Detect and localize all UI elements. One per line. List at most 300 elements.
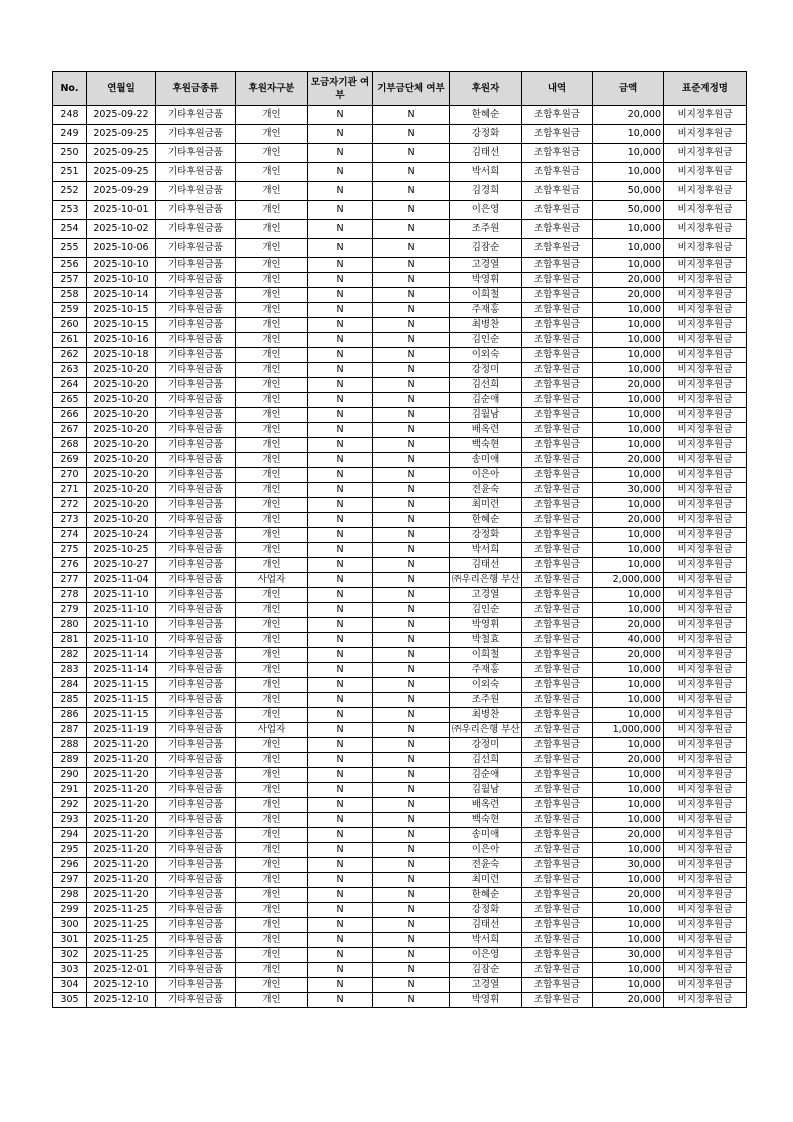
row-donation-org: N	[373, 144, 450, 163]
row-donation-org: N	[373, 873, 450, 888]
row-fundraising-org: N	[308, 483, 373, 498]
row-donation-org: N	[373, 498, 450, 513]
row-account-name: 비지정후원금	[664, 978, 747, 993]
row-description: 조합후원금	[522, 348, 593, 363]
row-description: 조합후원금	[522, 843, 593, 858]
row-no: 298	[53, 888, 87, 903]
row-account-name: 비지정후원금	[664, 588, 747, 603]
row-date: 2025-09-25	[87, 144, 156, 163]
row-donation-org: N	[373, 693, 450, 708]
row-donation-org: N	[373, 558, 450, 573]
row-description: 조합후원금	[522, 201, 593, 220]
row-donor: 박영휘	[450, 993, 522, 1008]
row-fundraising-org: N	[308, 693, 373, 708]
row-no: 273	[53, 513, 87, 528]
row-donor: 최병찬	[450, 708, 522, 723]
row-donation-type: 기타후원금품	[156, 498, 236, 513]
row-amount: 10,000	[593, 603, 664, 618]
row-no: 251	[53, 163, 87, 182]
row-description: 조합후원금	[522, 798, 593, 813]
row-date: 2025-11-25	[87, 948, 156, 963]
row-fundraising-org: N	[308, 468, 373, 483]
header-row	[53, 72, 747, 106]
row-account-name: 비지정후원금	[664, 888, 747, 903]
header-fundraising-org: 모금자기관 여부	[308, 72, 373, 106]
row-donation-type: 기타후원금품	[156, 663, 236, 678]
row-donor-category: 개인	[236, 408, 308, 423]
row-donor: 박영휘	[450, 273, 522, 288]
row-amount: 10,000	[593, 543, 664, 558]
row-amount: 10,000	[593, 738, 664, 753]
row-donation-org: N	[373, 220, 450, 239]
row-donation-org: N	[373, 408, 450, 423]
row-amount: 10,000	[593, 423, 664, 438]
table-row	[53, 903, 747, 918]
row-fundraising-org: N	[308, 543, 373, 558]
row-description: 조합후원금	[522, 888, 593, 903]
row-date: 2025-11-14	[87, 663, 156, 678]
table-row	[53, 873, 747, 888]
row-donation-org: N	[373, 423, 450, 438]
row-amount: 10,000	[593, 239, 664, 258]
row-date: 2025-11-20	[87, 873, 156, 888]
row-no: 279	[53, 603, 87, 618]
row-no: 303	[53, 963, 87, 978]
row-account-name: 비지정후원금	[664, 348, 747, 363]
donation-table	[52, 71, 747, 1008]
row-account-name: 비지정후원금	[664, 288, 747, 303]
row-account-name: 비지정후원금	[664, 258, 747, 273]
row-amount: 20,000	[593, 648, 664, 663]
row-amount: 20,000	[593, 888, 664, 903]
table-row	[53, 588, 747, 603]
table-row	[53, 182, 747, 201]
row-date: 2025-11-19	[87, 723, 156, 738]
row-donation-org: N	[373, 948, 450, 963]
row-amount: 10,000	[593, 558, 664, 573]
table-row	[53, 558, 747, 573]
row-donation-org: N	[373, 273, 450, 288]
row-donor-category: 개인	[236, 144, 308, 163]
row-donor: 강정화	[450, 903, 522, 918]
row-donation-org: N	[373, 182, 450, 201]
row-description: 조합후원금	[522, 144, 593, 163]
row-description: 조합후원금	[522, 903, 593, 918]
row-date: 2025-11-25	[87, 933, 156, 948]
row-account-name: 비지정후원금	[664, 182, 747, 201]
row-date: 2025-10-20	[87, 453, 156, 468]
row-donor-category: 개인	[236, 258, 308, 273]
table-row	[53, 239, 747, 258]
row-description: 조합후원금	[522, 588, 593, 603]
row-donor: ㈜우리은행 부산	[450, 573, 522, 588]
row-amount: 10,000	[593, 333, 664, 348]
row-date: 2025-10-10	[87, 258, 156, 273]
row-donor-category: 개인	[236, 453, 308, 468]
row-fundraising-org: N	[308, 333, 373, 348]
row-donation-org: N	[373, 588, 450, 603]
row-fundraising-org: N	[308, 678, 373, 693]
row-donation-type: 기타후원금품	[156, 678, 236, 693]
row-no: 283	[53, 663, 87, 678]
table-row	[53, 768, 747, 783]
row-donor-category: 개인	[236, 963, 308, 978]
row-account-name: 비지정후원금	[664, 393, 747, 408]
table-row	[53, 918, 747, 933]
table-row	[53, 798, 747, 813]
row-donor: 이희철	[450, 648, 522, 663]
row-donor: 김태선	[450, 918, 522, 933]
row-donor: 김인순	[450, 603, 522, 618]
row-date: 2025-10-20	[87, 513, 156, 528]
row-no: 292	[53, 798, 87, 813]
row-donor-category: 개인	[236, 873, 308, 888]
row-date: 2025-10-16	[87, 333, 156, 348]
row-date: 2025-10-15	[87, 303, 156, 318]
table-row	[53, 318, 747, 333]
row-account-name: 비지정후원금	[664, 513, 747, 528]
row-donor: 이은아	[450, 843, 522, 858]
table-row	[53, 393, 747, 408]
row-fundraising-org: N	[308, 978, 373, 993]
row-description: 조합후원금	[522, 618, 593, 633]
table-row	[53, 288, 747, 303]
row-date: 2025-10-20	[87, 438, 156, 453]
row-donation-type: 기타후원금품	[156, 888, 236, 903]
row-account-name: 비지정후원금	[664, 318, 747, 333]
table-row	[53, 106, 747, 125]
row-fundraising-org: N	[308, 723, 373, 738]
row-donor: 강정미	[450, 363, 522, 378]
row-fundraising-org: N	[308, 528, 373, 543]
row-no: 248	[53, 106, 87, 125]
row-description: 조합후원금	[522, 948, 593, 963]
row-donor-category: 사업자	[236, 723, 308, 738]
row-donation-org: N	[373, 648, 450, 663]
table-row	[53, 963, 747, 978]
row-date: 2025-11-15	[87, 693, 156, 708]
row-no: 249	[53, 125, 87, 144]
row-account-name: 비지정후원금	[664, 663, 747, 678]
row-description: 조합후원금	[522, 858, 593, 873]
row-donor-category: 개인	[236, 468, 308, 483]
row-fundraising-org: N	[308, 378, 373, 393]
row-donation-org: N	[373, 753, 450, 768]
row-date: 2025-11-10	[87, 633, 156, 648]
row-donation-type: 기타후원금품	[156, 588, 236, 603]
row-donation-type: 기타후원금품	[156, 182, 236, 201]
row-description: 조합후원금	[522, 678, 593, 693]
table-row	[53, 363, 747, 378]
row-donor-category: 개인	[236, 318, 308, 333]
row-no: 254	[53, 220, 87, 239]
row-donation-org: N	[373, 106, 450, 125]
row-description: 조합후원금	[522, 828, 593, 843]
row-donation-type: 기타후원금품	[156, 618, 236, 633]
row-date: 2025-09-25	[87, 163, 156, 182]
row-donor-category: 개인	[236, 182, 308, 201]
row-fundraising-org: N	[308, 273, 373, 288]
row-fundraising-org: N	[308, 201, 373, 220]
row-no: 264	[53, 378, 87, 393]
row-no: 268	[53, 438, 87, 453]
row-date: 2025-10-15	[87, 318, 156, 333]
row-fundraising-org: N	[308, 633, 373, 648]
row-amount: 10,000	[593, 588, 664, 603]
row-donor-category: 개인	[236, 813, 308, 828]
table-row	[53, 468, 747, 483]
row-donor: 김순애	[450, 768, 522, 783]
row-amount: 20,000	[593, 453, 664, 468]
table-row	[53, 438, 747, 453]
row-account-name: 비지정후원금	[664, 813, 747, 828]
table-row	[53, 144, 747, 163]
row-description: 조합후원금	[522, 723, 593, 738]
row-donor-category: 개인	[236, 828, 308, 843]
row-donation-type: 기타후원금품	[156, 948, 236, 963]
row-no: 301	[53, 933, 87, 948]
row-donor: 이외숙	[450, 348, 522, 363]
row-donor-category: 개인	[236, 348, 308, 363]
row-description: 조합후원금	[522, 273, 593, 288]
row-description: 조합후원금	[522, 558, 593, 573]
row-account-name: 비지정후원금	[664, 453, 747, 468]
row-account-name: 비지정후원금	[664, 723, 747, 738]
row-no: 259	[53, 303, 87, 318]
row-date: 2025-10-20	[87, 363, 156, 378]
row-donation-org: N	[373, 468, 450, 483]
row-fundraising-org: N	[308, 106, 373, 125]
row-account-name: 비지정후원금	[664, 873, 747, 888]
table-body	[53, 106, 747, 1008]
row-donor-category: 개인	[236, 239, 308, 258]
table-row	[53, 408, 747, 423]
row-amount: 20,000	[593, 828, 664, 843]
row-donation-type: 기타후원금품	[156, 993, 236, 1008]
table-row	[53, 453, 747, 468]
row-donation-org: N	[373, 618, 450, 633]
row-donation-org: N	[373, 888, 450, 903]
row-donation-org: N	[373, 723, 450, 738]
row-no: 290	[53, 768, 87, 783]
row-donor: 송미애	[450, 828, 522, 843]
row-fundraising-org: N	[308, 948, 373, 963]
row-no: 288	[53, 738, 87, 753]
row-no: 280	[53, 618, 87, 633]
row-description: 조합후원금	[522, 318, 593, 333]
row-account-name: 비지정후원금	[664, 768, 747, 783]
row-donation-type: 기타후원금품	[156, 468, 236, 483]
table-row	[53, 498, 747, 513]
row-donor: 전윤숙	[450, 483, 522, 498]
row-account-name: 비지정후원금	[664, 918, 747, 933]
row-account-name: 비지정후원금	[664, 303, 747, 318]
row-description: 조합후원금	[522, 182, 593, 201]
row-fundraising-org: N	[308, 258, 373, 273]
row-description: 조합후원금	[522, 498, 593, 513]
row-amount: 20,000	[593, 288, 664, 303]
table-row	[53, 513, 747, 528]
row-fundraising-org: N	[308, 144, 373, 163]
row-account-name: 비지정후원금	[664, 333, 747, 348]
row-donation-type: 기타후원금품	[156, 978, 236, 993]
row-fundraising-org: N	[308, 318, 373, 333]
row-description: 조합후원금	[522, 163, 593, 182]
row-donor-category: 개인	[236, 125, 308, 144]
row-no: 305	[53, 993, 87, 1008]
row-donor-category: 개인	[236, 106, 308, 125]
row-donor-category: 개인	[236, 483, 308, 498]
row-donation-type: 기타후원금품	[156, 798, 236, 813]
row-donation-org: N	[373, 828, 450, 843]
table-row	[53, 543, 747, 558]
row-donation-type: 기타후원금품	[156, 303, 236, 318]
table-row	[53, 813, 747, 828]
row-donor: 김태선	[450, 558, 522, 573]
row-amount: 10,000	[593, 798, 664, 813]
row-donation-org: N	[373, 798, 450, 813]
row-no: 265	[53, 393, 87, 408]
row-donor: 박서희	[450, 543, 522, 558]
row-donor-category: 개인	[236, 663, 308, 678]
row-account-name: 비지정후원금	[664, 798, 747, 813]
row-description: 조합후원금	[522, 453, 593, 468]
row-amount: 30,000	[593, 948, 664, 963]
row-date: 2025-10-25	[87, 543, 156, 558]
row-fundraising-org: N	[308, 858, 373, 873]
row-description: 조합후원금	[522, 125, 593, 144]
row-donation-org: N	[373, 543, 450, 558]
row-donation-org: N	[373, 963, 450, 978]
row-donor: 김순애	[450, 393, 522, 408]
row-description: 조합후원금	[522, 303, 593, 318]
row-description: 조합후원금	[522, 333, 593, 348]
row-date: 2025-11-04	[87, 573, 156, 588]
row-no: 253	[53, 201, 87, 220]
row-description: 조합후원금	[522, 783, 593, 798]
row-date: 2025-09-29	[87, 182, 156, 201]
row-no: 289	[53, 753, 87, 768]
row-donor-category: 개인	[236, 363, 308, 378]
row-fundraising-org: N	[308, 903, 373, 918]
row-donation-type: 기타후원금품	[156, 333, 236, 348]
row-donation-org: N	[373, 483, 450, 498]
row-donor: 백숙현	[450, 438, 522, 453]
header-amount: 금액	[593, 72, 664, 106]
row-donor-category: 개인	[236, 588, 308, 603]
row-date: 2025-10-20	[87, 408, 156, 423]
row-account-name: 비지정후원금	[664, 125, 747, 144]
row-amount: 10,000	[593, 693, 664, 708]
row-donor: 주재홍	[450, 663, 522, 678]
row-donation-org: N	[373, 663, 450, 678]
row-description: 조합후원금	[522, 378, 593, 393]
row-description: 조합후원금	[522, 753, 593, 768]
row-date: 2025-11-20	[87, 798, 156, 813]
row-fundraising-org: N	[308, 498, 373, 513]
row-no: 294	[53, 828, 87, 843]
row-no: 250	[53, 144, 87, 163]
header-donor: 후원자	[450, 72, 522, 106]
row-amount: 10,000	[593, 348, 664, 363]
row-donation-type: 기타후원금품	[156, 201, 236, 220]
row-no: 261	[53, 333, 87, 348]
row-no: 296	[53, 858, 87, 873]
row-description: 조합후원금	[522, 483, 593, 498]
row-amount: 30,000	[593, 483, 664, 498]
row-donor: 고경열	[450, 588, 522, 603]
row-account-name: 비지정후원금	[664, 843, 747, 858]
row-account-name: 비지정후원금	[664, 738, 747, 753]
row-donor-category: 개인	[236, 678, 308, 693]
row-donor: 김태선	[450, 144, 522, 163]
row-account-name: 비지정후원금	[664, 423, 747, 438]
row-description: 조합후원금	[522, 633, 593, 648]
table-row	[53, 678, 747, 693]
row-no: 275	[53, 543, 87, 558]
row-account-name: 비지정후원금	[664, 273, 747, 288]
row-amount: 10,000	[593, 918, 664, 933]
row-donor-category: 사업자	[236, 573, 308, 588]
row-donor-category: 개인	[236, 798, 308, 813]
row-donor: 박철효	[450, 633, 522, 648]
row-account-name: 비지정후원금	[664, 363, 747, 378]
row-donor-category: 개인	[236, 738, 308, 753]
row-donation-org: N	[373, 678, 450, 693]
row-no: 266	[53, 408, 87, 423]
row-no: 257	[53, 273, 87, 288]
table-row	[53, 828, 747, 843]
row-donor: ㈜우리은행 부산	[450, 723, 522, 738]
row-donor-category: 개인	[236, 378, 308, 393]
row-amount: 10,000	[593, 963, 664, 978]
row-donor-category: 개인	[236, 993, 308, 1008]
row-amount: 20,000	[593, 378, 664, 393]
row-donation-type: 기타후원금품	[156, 258, 236, 273]
row-donor-category: 개인	[236, 543, 308, 558]
row-date: 2025-10-10	[87, 273, 156, 288]
row-donation-org: N	[373, 288, 450, 303]
row-donation-org: N	[373, 903, 450, 918]
row-fundraising-org: N	[308, 558, 373, 573]
row-description: 조합후원금	[522, 423, 593, 438]
row-donor-category: 개인	[236, 303, 308, 318]
row-donor: 강정화	[450, 125, 522, 144]
row-description: 조합후원금	[522, 648, 593, 663]
row-description: 조합후원금	[522, 873, 593, 888]
row-description: 조합후원금	[522, 993, 593, 1008]
row-date: 2025-11-20	[87, 813, 156, 828]
row-donor: 김월남	[450, 783, 522, 798]
row-date: 2025-12-01	[87, 963, 156, 978]
row-donor-category: 개인	[236, 843, 308, 858]
row-fundraising-org: N	[308, 220, 373, 239]
row-donor: 박서희	[450, 163, 522, 182]
row-account-name: 비지정후원금	[664, 993, 747, 1008]
table-row	[53, 663, 747, 678]
row-donor-category: 개인	[236, 220, 308, 239]
row-donation-type: 기타후원금품	[156, 378, 236, 393]
row-amount: 10,000	[593, 783, 664, 798]
row-donation-type: 기타후원금품	[156, 483, 236, 498]
row-description: 조합후원금	[522, 438, 593, 453]
row-donor-category: 개인	[236, 513, 308, 528]
row-no: 300	[53, 918, 87, 933]
table-row	[53, 738, 747, 753]
row-no: 293	[53, 813, 87, 828]
row-amount: 20,000	[593, 106, 664, 125]
row-fundraising-org: N	[308, 573, 373, 588]
